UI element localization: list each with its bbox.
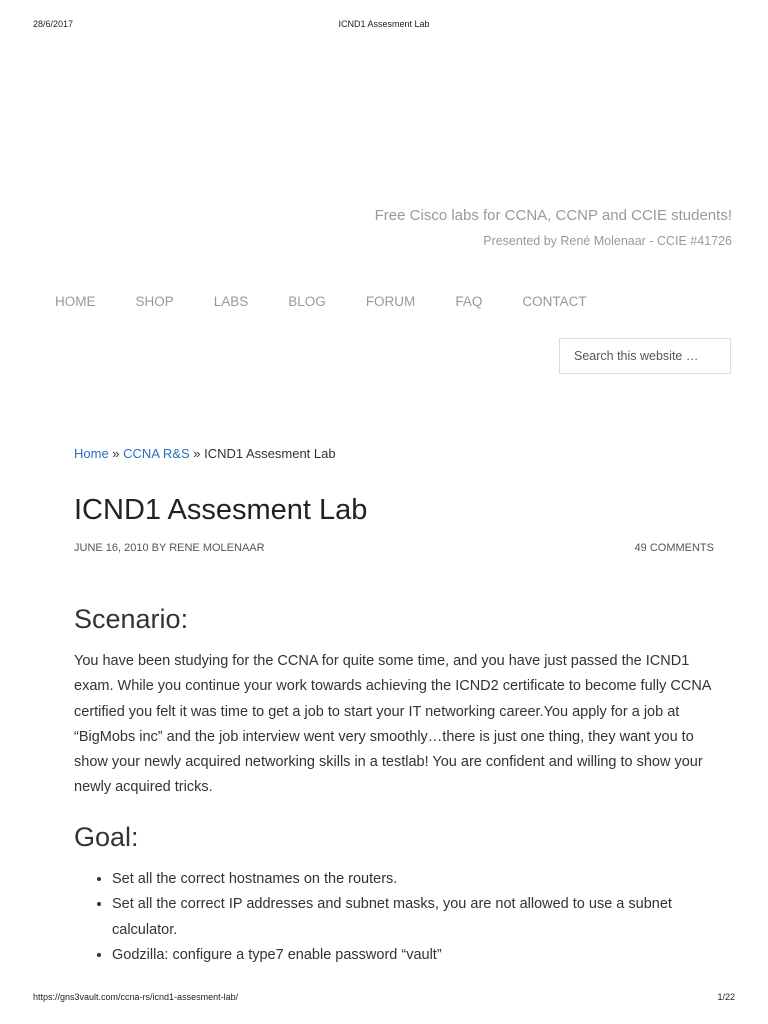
breadcrumb-home-link[interactable]: Home: [74, 446, 109, 461]
list-item: • Set all the correct hostnames on the routers.: [112, 867, 712, 892]
nav-item-blog[interactable]: BLOG: [288, 294, 326, 309]
nav-item-contact[interactable]: CONTACT: [522, 294, 587, 309]
post-author: RENE MOLENAAR: [169, 542, 265, 554]
goal-list: [94, 867, 712, 968]
print-header-date: 28/6/2017: [33, 19, 74, 29]
print-footer-page-number: 1/22: [717, 992, 735, 1002]
post-by: BY: [148, 542, 170, 554]
nav-item-shop[interactable]: SHOP: [135, 294, 174, 309]
goal-heading: Goal:: [74, 822, 139, 852]
page-title: ICND1 Assesment Lab: [74, 494, 368, 526]
nav-item-labs[interactable]: LABS: [213, 294, 249, 309]
scenario-heading: Scenario:: [74, 604, 189, 634]
breadcrumb-separator: »: [108, 446, 124, 461]
post-date: JUNE 16, 2010: [74, 542, 149, 554]
list-item: • Godzilla: configure a type7 enable password “vault”: [112, 943, 712, 968]
breadcrumb-current: ICND1 Assesment Lab: [204, 446, 336, 461]
site-presented-by: Presented by René Molenaar - CCIE #41726: [483, 234, 732, 248]
list-item: • Set all the correct IP addresses and subnet masks, you are not allowed to use a subnet calculator.: [112, 892, 712, 943]
nav-item-forum[interactable]: FORUM: [365, 294, 416, 309]
site-tagline: Free Cisco labs for CCNA, CCNP and CCIE students!: [374, 207, 732, 224]
search-input[interactable]: [559, 338, 731, 374]
breadcrumb-category-link[interactable]: CCNA R&S: [123, 446, 190, 461]
post-meta: [74, 542, 265, 554]
breadcrumb-separator: »: [189, 446, 205, 461]
print-footer-url: https://gns3vault.com/ccna-rs/icnd1-assesment-lab/: [33, 992, 239, 1002]
nav-item-faq[interactable]: FAQ: [455, 294, 483, 309]
scenario-paragraph: You have been studying for the CCNA for quite some time, and you have just passed the ICND1 exam. While you continue your work towards achieving the ICND2 certificate to become fully CCNA certified you felt it was time to get a job to start your IT networking career.You apply for a job at “BigMobs inc” and the job interview went very smoothly…there is just one thing, they want you to show your newly acquired networking skills in a testlab! You are confident and willing to show your newly acquired tricks.: [74, 653, 711, 796]
main-nav: [55, 294, 627, 309]
breadcrumb: [74, 446, 336, 461]
comments-link[interactable]: 49 COMMENTS: [634, 542, 714, 554]
print-header-title: ICND1 Assesment Lab: [338, 19, 430, 29]
nav-item-home[interactable]: HOME: [55, 294, 96, 309]
